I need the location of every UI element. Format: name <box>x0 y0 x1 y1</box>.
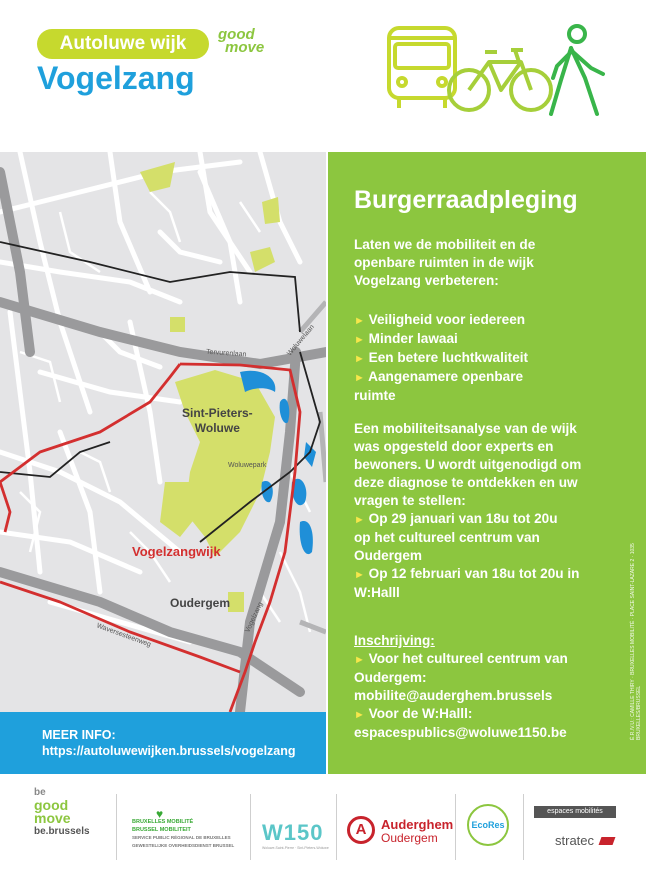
analysis-line: Een mobiliteitsanalyse van de wijk <box>354 421 577 436</box>
analysis-line: vragen te stellen: <box>354 493 466 508</box>
bgm-be: be <box>34 787 46 798</box>
be-good-move-logo <box>34 786 90 838</box>
footer-divider <box>336 794 337 860</box>
auderghem-text: Auderghem <box>381 817 454 832</box>
street-woluwelaan: Woluwelaan <box>286 323 316 358</box>
footer-divider <box>523 794 524 860</box>
goals-list <box>354 311 528 405</box>
more-info-link[interactable]: https://autoluwewijken.brussels/vogelzang <box>42 744 296 758</box>
arrow-icon: ► <box>354 654 365 666</box>
bm-line: SERVICE PUBLIC RÉGIONAL DE BRUXELLES <box>132 835 231 840</box>
bus-icon <box>389 28 455 108</box>
signup-1-email[interactable]: mobilite@auderghem.brussels <box>354 688 553 703</box>
session-1-line: Oudergem <box>354 548 422 563</box>
ecores-logo <box>467 804 509 846</box>
bm-line: BRUSSEL MOBILITEIT <box>132 827 191 833</box>
session-2-line: W:Halll <box>354 585 400 600</box>
good-move-logo <box>218 28 264 54</box>
consultation-title: Burgerraadpleging <box>354 186 578 214</box>
session-2-line: Op 12 februari van 18u tot 20u in <box>368 566 580 581</box>
list-item <box>354 330 528 349</box>
street-woluwepark: Woluwepark <box>228 462 267 469</box>
list-item <box>354 349 528 368</box>
list-item-continuation: ruimte <box>354 388 396 403</box>
arrow-icon: ► <box>354 709 365 721</box>
signup-2 <box>354 705 568 724</box>
list-item-text: Aangenamere openbare <box>368 369 524 384</box>
analysis-line: deze diagnose te ontdekken en uw <box>354 475 578 490</box>
signup-1-text: Voor het cultureel centrum van <box>368 651 568 666</box>
street-tervurenlaan: Tervurenlaan <box>205 348 247 359</box>
intro-text <box>354 236 535 290</box>
page-title: Vogelzang <box>37 60 195 96</box>
auderghem-emblem-icon: A <box>347 816 375 844</box>
mobility-icons <box>385 22 615 118</box>
w150-text: W150 <box>262 820 324 845</box>
bgm-move: move <box>34 810 71 826</box>
arrow-icon: ► <box>354 569 365 581</box>
espaces-mobilites-logo: espaces mobilités <box>534 806 616 818</box>
intro-line: Vogelzang verbeteren: <box>354 273 499 288</box>
bgm-be-brussels: be.brussels <box>34 826 90 837</box>
arrow-icon: ► <box>354 334 365 346</box>
bruxelles-mobilite-logo <box>132 807 235 850</box>
map-label-sint-pieters-2: Woluwe <box>194 421 240 435</box>
footer-logos <box>0 774 646 879</box>
header <box>0 0 646 150</box>
neighborhood-map <box>0 152 326 712</box>
arrow-icon: ► <box>354 353 365 365</box>
more-info-label: MEER INFO: <box>42 728 116 742</box>
analysis-line: was opgesteld door experts en <box>354 439 554 454</box>
map-label-sint-pieters <box>182 406 253 436</box>
bm-line: BRUXELLES MOBILITÉ <box>132 819 194 825</box>
arrow-icon: ► <box>354 315 365 327</box>
arrow-icon: ► <box>354 514 365 526</box>
signup-1-text-cont: Oudergem: <box>354 670 427 685</box>
analysis-text <box>354 420 581 602</box>
w150-logo <box>262 820 332 850</box>
map-drawing <box>0 152 326 712</box>
session-1-line: op het cultureel centrum van <box>354 530 540 545</box>
signup-label: Inschrijving: <box>354 633 435 648</box>
consultation-panel <box>328 152 646 774</box>
map-label-vogelzangwijk: Vogelzangwijk <box>132 544 221 559</box>
pedestrian-icon <box>551 26 603 114</box>
session-1 <box>354 510 581 529</box>
autoluwe-badge: Autoluwe wijk <box>37 29 209 59</box>
legal-text: É.R./V.U.: CAMILLE THIRY · BRUXELLES MOBILITÉ · PLACE SAINT-LAZARE 2 · 1035 BRUXELLES/BRUSSEL <box>630 543 642 740</box>
oudergem-text: Oudergem <box>381 831 438 845</box>
bm-line: GEWESTELIJKE OVERHEIDSDIENST BRUSSEL <box>132 843 235 848</box>
intro-line: openbare ruimten in de wijk <box>354 255 534 270</box>
list-item <box>354 311 528 330</box>
signup-2-text: Voor de W:Halll: <box>368 706 473 721</box>
map-label-oudergem: Oudergem <box>170 596 231 610</box>
session-1-line: Op 29 januari van 18u tot 20u <box>368 511 558 526</box>
stratec-text: stratec <box>555 833 595 848</box>
list-item-text: Veiligheid voor iedereen <box>368 312 526 327</box>
signup-section <box>354 632 568 742</box>
good-move-logo-line2: move <box>225 39 265 56</box>
analysis-line: bewoners. U wordt uitgenodigd om <box>354 457 582 472</box>
footer-divider <box>116 794 117 860</box>
bgm-good: good <box>34 797 69 813</box>
signup-2-email[interactable]: espacespublics@woluwe1150.be <box>354 725 567 740</box>
arrow-icon: ► <box>354 372 365 384</box>
w150-sub: Woluwe-Saint-Pierre · Sint-Pieters-Woluwe <box>262 846 329 850</box>
bicycle-icon <box>449 50 551 110</box>
list-item-text: Een betere luchtkwaliteit <box>368 350 529 365</box>
signup-1 <box>354 650 568 669</box>
intro-line: Laten we de mobiliteit en de <box>354 237 536 252</box>
list-item <box>354 368 528 387</box>
footer-divider <box>250 794 251 860</box>
good-move-logo-line1: good <box>218 26 255 43</box>
list-item-text: Minder lawaai <box>368 331 458 346</box>
bm-heart-icon: ♥ <box>156 807 164 821</box>
stratec-logo <box>555 832 614 850</box>
map-label-sint-pieters-1: Sint-Pieters- <box>182 406 253 420</box>
more-info-bar <box>0 712 326 774</box>
ecores-text: EcoRes <box>471 820 505 830</box>
stratec-mark-icon <box>599 837 616 845</box>
street-vogelzang: Vogelzang <box>244 601 265 634</box>
footer-divider <box>455 794 456 860</box>
session-2 <box>354 565 581 584</box>
street-waversesteenweg: Waversesteenweg <box>95 622 152 649</box>
